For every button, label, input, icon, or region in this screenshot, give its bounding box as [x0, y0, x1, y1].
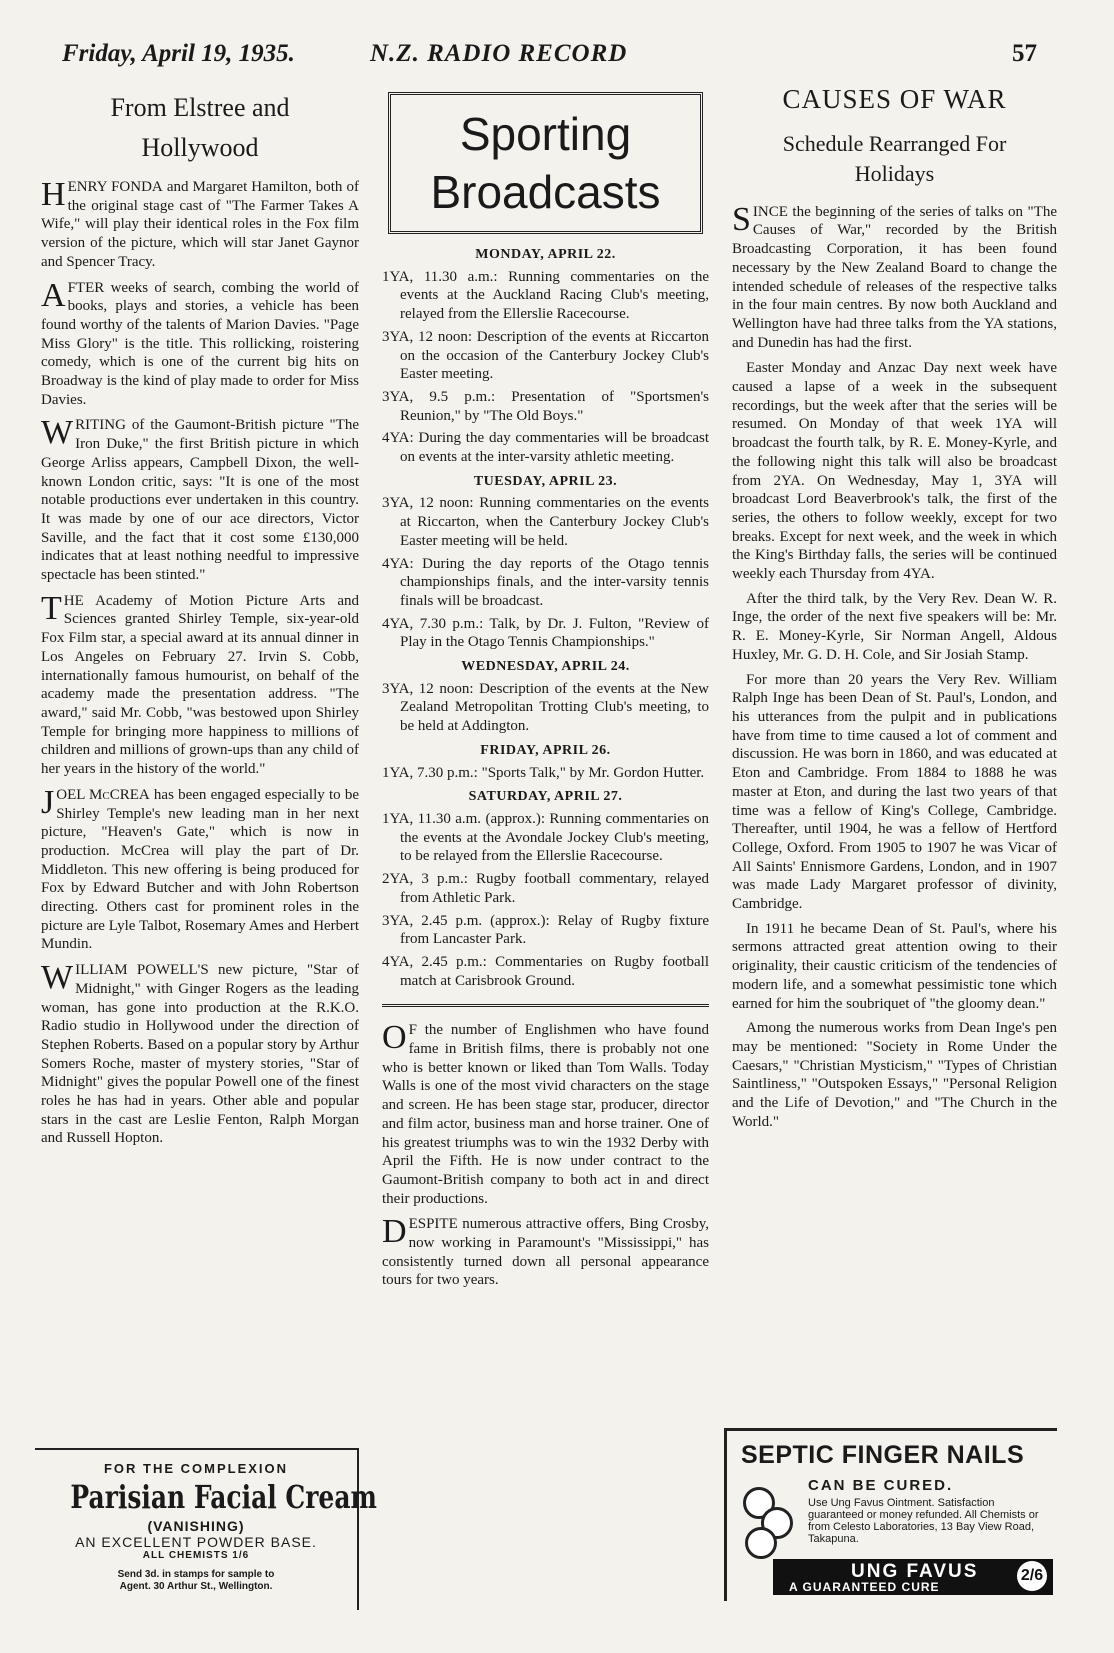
divider [382, 1004, 709, 1007]
column-sporting-broadcasts [382, 88, 709, 1297]
paragraph: After the third talk, by the Very Rev. Dean W. R. Inge, the order of the next five speakers will be: Mr. R. E. Money-Kyrle, Sir Norman Angell, Aldous Huxley, Mr. G. D. H. Cole, and Sir Josiah Stamp. [732, 590, 1057, 663]
publication-title: N.Z. RADIO RECORD [370, 40, 628, 67]
schedule-day-heading: TUESDAY, APRIL 23. [473, 473, 618, 489]
item-academy: THE Academy of Motion Picture Arts and Sciences granted Shirley Temple, six-year-old Fox Film star, a special award at its annual dinner in Los Angeles on February 27. Irvin S. Cobb, internationally famous humourist, on behalf of the academy made the presentation address. "The award," said Mr. Cobb, "was bestowed upon Shirley Temple for bringing more happiness to millions of children and millions of grown-ups than any child of her years in the history of the world." [41, 589, 359, 778]
schedule-day-heading: SATURDAY, APRIL 27. [468, 789, 623, 805]
schedule-entry: 1YA, 11.30 a.m. (approx.): Running commentaries on the events at the Avondale Jockey Club's meeting, to be relayed from the Ellerslie Racecourse. [382, 810, 709, 865]
ad-brand-banner: UNG FAVUS A GUARANTEED CURE 2/6 [773, 1559, 1053, 1595]
item-tom-walls: O F the number of Englishmen who have found fame in British films, there is probably not one who is better known or liked than Tom Walls. Today Walls is one of the most vivid characters on the stage and screen. He has been stage star, producer, director and film actor, business man and horse trainer. One of his greatest triumphs was to win the 1932 Derby with April the Fifth. He is now under contract to the Gaumont-British company to both act in and direct their productions. [382, 1019, 709, 1207]
schedule-day-heading: MONDAY, APRIL 22. [475, 247, 616, 262]
schedule-entry: 1YA, 7.30 p.m.: "Sports Talk," by Mr. Gordon Hutter. [382, 764, 705, 781]
column-elstree-hollywood [41, 88, 359, 1155]
schedule-entry: 1YA, 11.30 a.m.: Running commentaries on the events at the Auckland Racing Club's meeting, relayed from the Ellerslie Racecourse. [382, 268, 709, 323]
item-fonda: HENRY FONDA and Margaret Hamilton, both of the original stage cast of "The Farmer Takes A Wife," will play their identical roles in the Fox film version of the picture, which will star Janet Gaynor and Spencer Tracy. [41, 176, 359, 270]
schedule-entry: 3YA, 12 noon: Description of the events at Riccarton on the occasion of the Canterbury Jockey Club's Easter meeting. [382, 328, 709, 383]
issue-date: Friday, April 19, 1935. [62, 40, 295, 67]
paragraph: In 1911 he became Dean of St. Paul's, where his sermons attracted great attention owing to their originality, their caustic criticism of the tendencies of modern life, and a somewhat pessimistic tone which earned for him the soubriquet of "the gloomy dean." [732, 920, 1057, 1012]
schedule-day-heading: WEDNESDAY, APRIL 24. [461, 659, 630, 675]
schedule-entry: 3YA, 2.45 p.m. (approx.): Relay of Rugby fixture from Lancaster Park. [382, 912, 709, 948]
item-bing-crosby: DESPITE numerous attractive offers, Bing Crosby, now working in Paramount's "Mississippi," has consistently turned down all personal appearance tours for two years. [382, 1213, 709, 1289]
section-title-box: Sporting Broadcasts [388, 92, 703, 234]
advertisement-ung-favus: SEPTIC FINGER NAILS CAN BE CURED. Use Ung Favus Ointment. Satisfaction guaranteed or money refunded. All Chemists or from Celesto Laboratories, 13 Bay View Road, Takapuna. UNG FAVUS A GUARANTEED CURE 2/6 [724, 1428, 1057, 1601]
article-subtitle: Schedule Rearranged For Holidays [782, 130, 1007, 186]
schedule-entry: 3YA, 9.5 p.m.: Presentation of "Sportsmen's Reunion," by "The Old Boys." [382, 388, 709, 424]
schedule-entry: 4YA, 2.45 p.m.: Commentaries on Rugby football match at Carisbrook Ground. [382, 953, 709, 989]
item-powell: WILLIAM POWELL'S new picture, "Star of Midnight," with Ginger Rogers as the leading woman, has gone into production at the R.K.O. Radio studio in Hollywood under the direction of Stephen Roberts. Based on a popular story by Arthur Somers Roche, master of mystery stories, "Star of Midnight" gives the popular Powell one of the finest roles he has had in years. Other able and popular stars in the cast are Leslie Fenton, Ralph Morgan and Russell Hopton. [41, 959, 360, 1147]
paragraph: Easter Monday and Anzac Day next week have caused a lapse of a week in the subsequent recordings, but the week after that the series will be resumed. On Monday of that week 1YA will broadcast the fourth talk, by R. E. Money-Kyrle, and the following night this talk will also be broadcast from 2YA. On Wednesday, May 1, 3YA will broadcast Lord Beaverbrook's talk, the first of the series, the others to follow weekly, except for two breaks. Except for next week, and the week in which the King's Birthday falls, the series will be continued weekly each Thursday from 4YA. [732, 360, 1057, 583]
item-davies: AFTER weeks of search, combing the world of books, plays and stories, a vehicle has been found worthy of the talents of Marion Davies. "Page Miss Glory" is the title. This rollicking, roistering comedy, which is one of the current big hits on Broadway is the kind of play made to order for Miss Davies. [41, 276, 359, 408]
article-title: CAUSES OF WAR [782, 84, 1007, 114]
paragraph: Among the numerous works from Dean Inge's pen may be mentioned: "Society in Rome Under the Caesars," "Christian Mysticism," "Types of Christian Saintliness," "Outspoken Essays," "Personal Religion and the Life of Devotion," and "The Church in the World." [732, 1020, 1057, 1130]
schedule-entry: 4YA: During the day reports of the Otago tennis championships finals, and the inter-varsity tennis finals will be broadcast. [382, 555, 709, 609]
broadcast-schedule [382, 246, 709, 990]
schedule-entry: 4YA, 7.30 p.m.: Talk, by Dr. J. Fulton, "Review of Play in the Otago Tennis Championships." [382, 615, 709, 651]
page-header [62, 40, 1037, 74]
paragraph: For more than 20 years the Very Rev. William Ralph Inge has been Dean of St. Paul's, London, and his utterances from the pulpit and in publications have from time to time caused a lot of comment and discussion. He was born in 1860, and was educated at Eton and Cambridge. From 1884 to 1888 he was master at Eton, and during the last two years of that time was a fellow of King's College, Cambridge. Thereafter, until 1904, he was a fellow of Hertford College, Oxford. From 1905 to 1907 he was Vicar of All Saints' Ennismore Gardens, London, and in 1907 was made Lady Margaret professor of divinity, Cambridge. [732, 671, 1057, 913]
paragraph: SINCE the beginning of the series of talks on "The Causes of War," recorded by the British Broadcasting Corporation, it has been found necessary by the New Zealand Board to change the intended schedule of releases of the respective talks in the four main centres. By now both Auckland and Wellington have had three talks from the YA stations, and Dunedin has had the first. [732, 200, 1057, 351]
column-causes-of-war [732, 84, 1057, 1137]
schedule-entry: 4YA: During the day commentaries will be broadcast on events at the inter-varsity athletic meeting. [382, 430, 709, 466]
advertisement-parisian-cream: FOR THE COMPLEXION Parisian Facial Cream (VANISHING) AN EXCELLENT POWDER BASE. ALL CHEMISTS 1/6 Send 3d. in stamps for sample to Agent. 30 Arthur St., Wellington. [35, 1448, 359, 1610]
ad-product-name: Parisian Facial Cream [70, 1478, 377, 1516]
article-title: From Elstree and Hollywood [110, 93, 290, 162]
price-badge: 2/6 [1017, 1561, 1047, 1591]
page-number: 57 [1012, 40, 1037, 67]
ad-headline: SEPTIC FINGER NAILS [741, 1441, 1025, 1469]
ointment-jars-illustration [739, 1487, 803, 1555]
schedule-entry: 2YA, 3 p.m.: Rugby football commentary, relayed from Athletic Park. [382, 871, 709, 906]
schedule-entry: 3YA, 12 noon: Description of the events at the New Zealand Metropolitan Trotting Club's meeting, to be held at Addington. [382, 680, 709, 735]
schedule-entry: 3YA, 12 noon: Running commentaries on the events at Riccarton, when the Canterbury Jockey Club's Easter meeting will be held. [382, 495, 709, 549]
item-mccrea: JOEL McCREA has been engaged especially to be Shirley Temple's new leading man in her next picture, "Heaven's Gate," which is now in production. McCrea will play the part of Dr. Middleton. This new offering is being produced for Fox by Edward Butcher and with John Robertson directing. Others cast for prominent roles in the picture are Lyle Talbot, Rosemary Ames and Herbert Mundin. [41, 783, 359, 953]
schedule-day-heading: FRIDAY, APRIL 26. [480, 742, 611, 758]
item-iron-duke: WRITING of the Gaumont-British picture "The Iron Duke," the first British picture in which George Arliss appears, Campbell Dixon, the well-known London critic, says: "It is one of the most notable productions ever undertaken in this country. It was made by one of our ace directors, Victor Saville, and the fact that it cost some £130,000 indicates that at least nothing needful to impressive spectacle has been stinted." [41, 414, 359, 584]
